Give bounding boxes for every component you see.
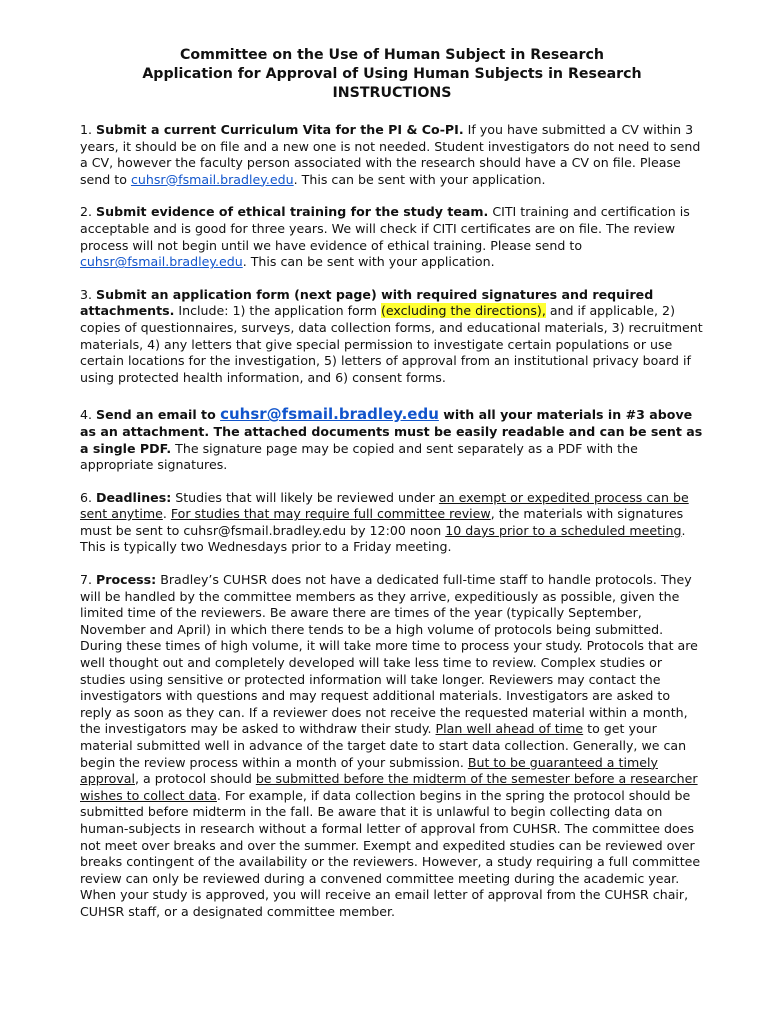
instruction-item-1 — [80, 122, 704, 188]
item-number: 1. — [80, 122, 93, 137]
item-number: 7. — [80, 572, 93, 588]
underlined-text: Plan well ahead of time — [435, 721, 584, 737]
item-text: to get your material submitted well in advance of the target date to start data collection. Generally, we can begin the review process within a month of your submission. — [80, 721, 687, 770]
item-title: Submit evidence of ethical training for the study team. — [96, 204, 489, 220]
instruction-item-4 — [80, 406, 704, 473]
item-text: CITI training and certification is acceptable and is good for three years. We will check if CITI certificates are on file. The review process will not begin until we have evidence of ethical training. Please send to — [80, 204, 690, 253]
item-title: Process: — [96, 572, 157, 588]
item-title: Submit a current Curriculum Vita for the PI & Co-PI. — [96, 122, 464, 137]
underlined-text: 10 days prior to a scheduled meeting — [445, 522, 682, 538]
item-text: Include: 1) the application form — [174, 303, 381, 319]
document-header — [80, 46, 704, 103]
item-bold-text: Send an email to — [96, 407, 221, 423]
item-text: . This can be sent with your application. — [242, 254, 495, 270]
item-text: . This is typically two Wednesdays prior to a Friday meeting. — [80, 522, 686, 555]
item-text: If you have submitted a CV within 3 years, it should be on file and a new one is not needed. Student investigators do not need to send a CV, however the faculty person associated with the research should have a CV on file. Please send to — [80, 122, 701, 187]
underlined-text: But to be guaranteed a timely approval — [80, 754, 658, 787]
underlined-text: be submitted before the midterm of the semester before a researcher wishes to collect data — [80, 771, 698, 803]
instructions-title: INSTRUCTIONS — [332, 85, 452, 101]
instruction-item-6 — [80, 490, 704, 556]
item-number: 4. — [80, 407, 93, 423]
item-title: Deadlines: — [96, 489, 172, 505]
item-text: Bradley’s CUHSR does not have a dedicated full-time staff to handle protocols. They will be handled by the committee members as they arrive, expeditiously as possible, given the limited time of the reviewers. Be aware there are times of the year (typically September, November and April) in which there tends to be a high volume of protocols being submitted. During these times of high volume, it will take more time to process your study. Protocols that are well thought out and completely developed will take less time to review. Complex studies or studies using sensitive or protected information will take longer. Reviewers may contact the investigators with questions and may request additional materials. Investigators are asked to reply as soon as they can. If a reviewer does not receive the requested material within a month, the investigators may be asked to withdraw their study. — [80, 572, 698, 737]
item-text: . — [162, 506, 171, 522]
instruction-item-7 — [80, 572, 704, 920]
highlighted-text: (excluding the directions), — [380, 303, 546, 319]
item-number: 6. — [80, 489, 93, 505]
item-text: , a protocol should — [134, 771, 256, 787]
item-text: Studies that will likely be reviewed under — [171, 489, 439, 505]
committee-title: Committee on the Use of Human Subject in Research — [179, 47, 604, 63]
item-text: , the materials with signatures must be sent to cuhsr@fsmail.bradley.edu by 12:00 noon — [80, 506, 684, 538]
item-title: Submit an application form (next page) with required signatures and required attachments. — [80, 286, 654, 319]
underlined-text: an exempt or expedited process can be sent anytime — [80, 489, 689, 522]
email-link[interactable]: cuhsr@fsmail.bradley.edu — [80, 254, 243, 270]
item-text: and if applicable, 2) copies of questionnaires, surveys, data collection forms, and educational materials, 3) recruitment materials, 4) any letters that give special permission to investigate certain populations or use certain locations for the investigation, 5) letters of approval from an institutional privacy board if using protected health information, and 6) consent forms. — [80, 303, 703, 385]
item-text: . This can be sent with your application. — [293, 171, 546, 187]
item-text: The signature page may be copied and sent separately as a PDF with the appropriate signatures. — [80, 440, 638, 473]
item-number: 2. — [80, 204, 93, 220]
item-number: 3. — [80, 286, 93, 302]
item-text: . For example, if data collection begins in the spring the protocol should be submitted before midterm in the fall. Be aware that it is unlawful to begin collecting data on human-subjects in research without a formal letter of approval from CUHSR. The committee does not meet over breaks and over the summer. Exempt and expedited studies can be reviewed over breaks contingent of the availability or the reviewers. However, a study requiring a full committee review can only be reviewed during a convened committee meeting during the academic year. When your study is approved, you will receive an email letter of approval from the CUHSR chair, CUHSR staff, or a designated committee member. — [80, 787, 701, 919]
email-link[interactable]: cuhsr@fsmail.bradley.edu — [220, 405, 439, 424]
instruction-item-2 — [80, 204, 704, 270]
item-bold-text: with all your materials in #3 above as an attachment. The attached documents must be easily readable and can be sent as a single PDF. — [80, 407, 703, 456]
instruction-item-3 — [80, 287, 704, 387]
underlined-text: For studies that may require full committee review — [170, 506, 491, 522]
application-title: Application for Approval of Using Human Subjects in Research — [142, 66, 642, 82]
email-link[interactable]: cuhsr@fsmail.bradley.edu — [130, 171, 294, 187]
